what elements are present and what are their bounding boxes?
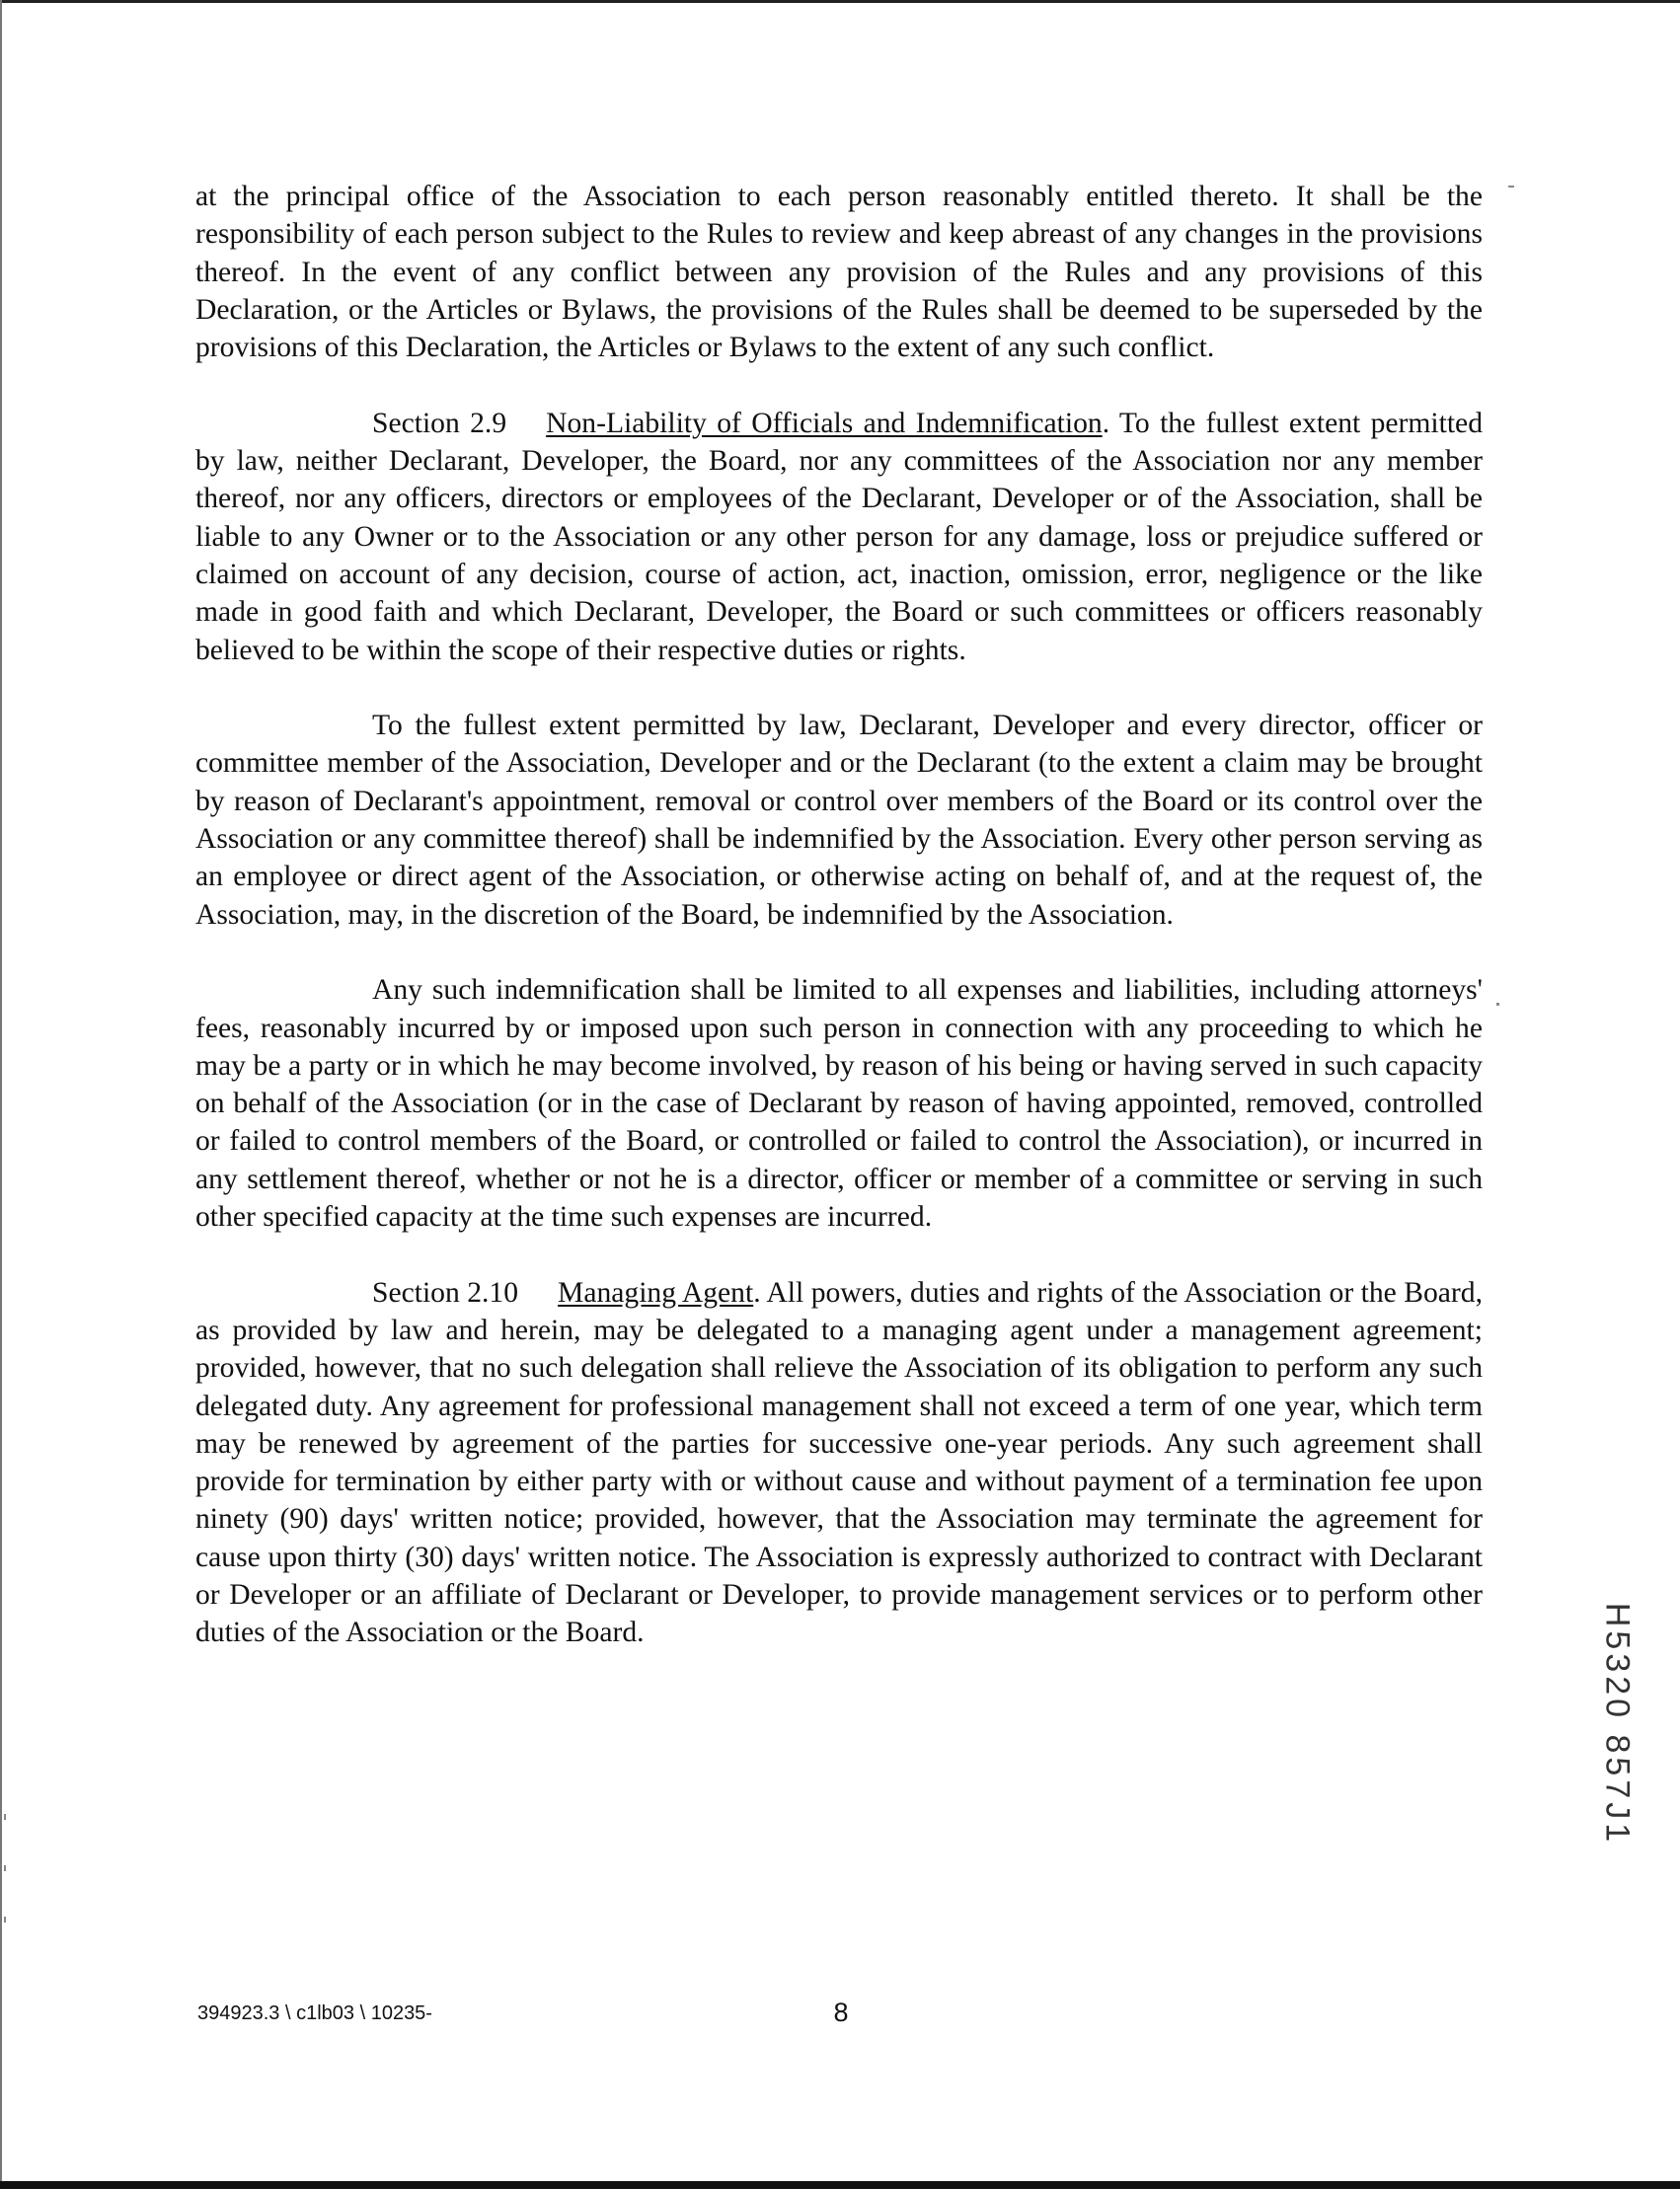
scan-speck (1508, 186, 1514, 188)
page-number: 8 (833, 1998, 849, 2027)
section-heading: Managing Agent (558, 1276, 754, 1309)
scan-bottom-edge (0, 2181, 1680, 2189)
paragraph-indemnification-1 (195, 707, 1483, 934)
scan-speck (1496, 1003, 1499, 1006)
paragraph-text: . All powers, duties and rights of the Association or the Board, as provided by law and herein, may be delegated to a managing agent under a management agreement; provided, however, that no such delegation shall relieve the Association of its obligation to perform any such delegated duty. Any agreement for professional management shall not exceed a term of one year, which term may be renewed by agreement of the parties for successive one-year periods. Any such agreement shall provide for termination by either party with or without cause and without payment of a termination fee upon ninety (90) days' written notice; provided, however, that the Association may terminate the agreement for cause upon thirty (30) days' written notice. The Association is expressly authorized to contract with Declarant or Developer or an affiliate of Declarant or Developer, to provide management services or to perform other duties of the Association or the Board. (195, 1276, 1483, 1649)
paragraph-text: at the principal office of the Association to each person reasonably entitled thereto. It shall be the responsibility of each person subject to the Rules to review and keep abreast of any changes in the provisions thereof. In the event of any conflict between any provision of the Rules and any provisions of this Declaration, or the Articles or Bylaws, the provisions of the Rules shall be deemed to be superseded by the provisions of this Declaration, the Articles or Bylaws to the extent of any such conflict. (195, 181, 1483, 364)
scan-speck (4, 1865, 6, 1871)
section-heading: Non-Liability of Officials and Indemnification (546, 407, 1103, 439)
section-number: Section 2.10 (372, 1276, 519, 1309)
scan-top-edge (0, 0, 1680, 3)
paragraph-intro (195, 178, 1483, 366)
footer-document-reference: 394923.3 \ c1lb03 \ 10235- (197, 2002, 432, 2024)
scan-speck (4, 1814, 6, 1820)
scan-left-edge (0, 0, 2, 2189)
paragraph-section-2-10 (195, 1274, 1483, 1652)
paragraph-indemnification-2 (195, 971, 1483, 1236)
paragraph-section-2-9 (195, 405, 1483, 669)
document-body (195, 178, 1483, 1690)
paragraph-text: Any such indemnification shall be limited to all expenses and liabilities, including attorneys' fees, reasonably incurred by or imposed upon such person in connection with any proceeding to which he may be a party or in which he may become involved, by reason of his being or having served in such capacity on behalf of the Association (or in the case of Declarant by reason of having appointed, removed, controlled or failed to control members of the Board, or controlled or failed to control the Association), or incurred in any settlement thereof, whether or not he is a director, officer or member of a committee or serving in such other specified capacity at the time such expenses are incurred. (195, 974, 1483, 1234)
paragraph-text: . To the fullest extent permitted by law, neither Declarant, Developer, the Board, nor any committees of the Association nor any member thereof, nor any officers, directors or employees of the Declarant, Developer or of the Association, shall be liable to any Owner or to the Association or any other person for any damage, loss or prejudice suffered or claimed on account of any decision, course of action, act, inaction, omission, error, negligence or the like made in good faith and which Declarant, Developer, the Board or such committees or officers reasonably believed to be within the scope of their respective duties or rights. (195, 407, 1483, 666)
margin-stamp-text: H5320 857J1 (1598, 1602, 1637, 1847)
section-number: Section 2.9 (372, 407, 507, 439)
scan-speck (4, 1917, 6, 1923)
paragraph-text: To the fullest extent permitted by law, Declarant, Developer and every director, officer or committee member of the Association, Developer and or the Declarant (to the extent a claim may be brought by reason of Declarant's appointment, removal or control over members of the Board or its control over the Association or any committee thereof) shall be indemnified by the Association. Every other person serving as an employee or direct agent of the Association, or otherwise acting on behalf of, and at the request of, the Association, may, in the discretion of the Board, be indemnified by the Association. (195, 710, 1483, 931)
